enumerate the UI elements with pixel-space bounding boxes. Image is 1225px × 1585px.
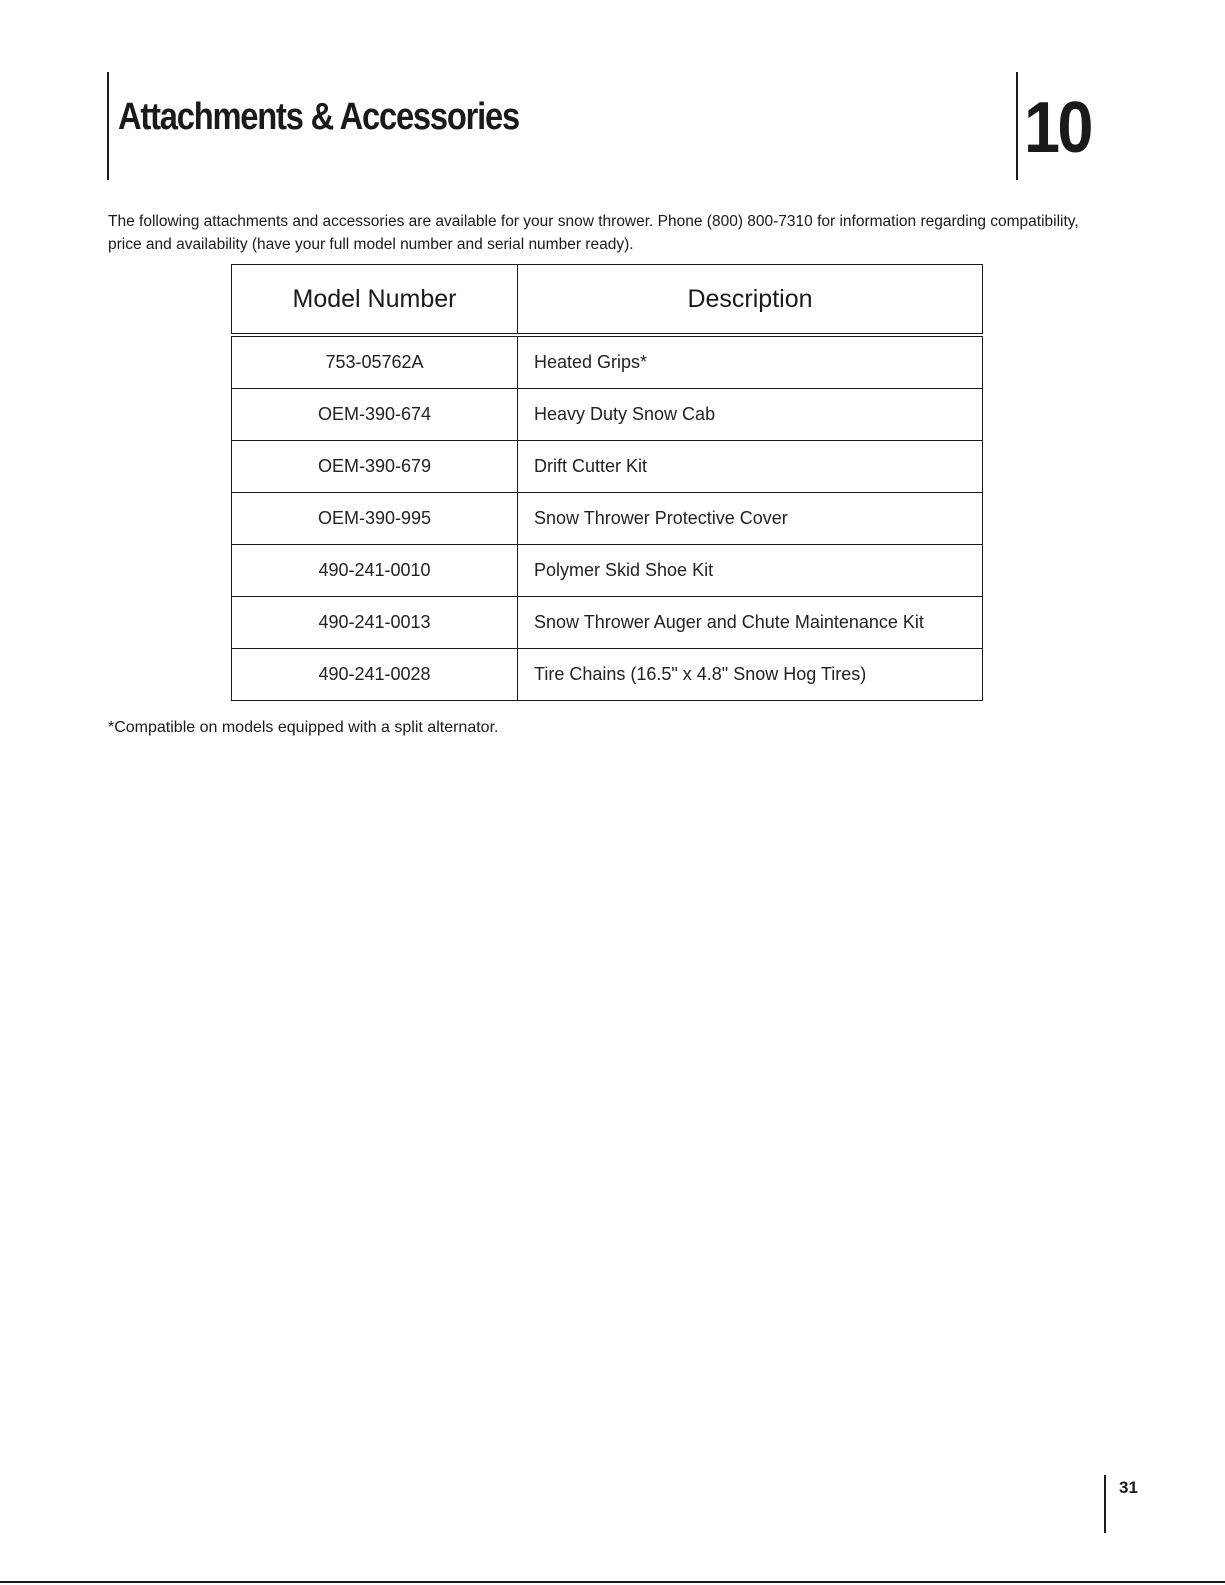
accessories-table xyxy=(231,264,983,701)
table-row xyxy=(232,441,983,493)
description-cell: Snow Thrower Protective Cover xyxy=(518,493,983,545)
description-cell: Heavy Duty Snow Cab xyxy=(518,389,983,441)
table-row xyxy=(232,545,983,597)
chapter-divider xyxy=(1016,72,1018,180)
table-row xyxy=(232,597,983,649)
model-number-cell: OEM-390-674 xyxy=(232,389,518,441)
model-number-cell: 753-05762A xyxy=(232,335,518,389)
description-cell: Polymer Skid Shoe Kit xyxy=(518,545,983,597)
model-number-cell: 490-241-0013 xyxy=(232,597,518,649)
footnote: *Compatible on models equipped with a split alternator. xyxy=(108,719,499,736)
model-number-cell: 490-241-0028 xyxy=(232,649,518,701)
chapter-number: 10 xyxy=(1024,88,1091,168)
table-row xyxy=(232,493,983,545)
table-row xyxy=(232,389,983,441)
description-cell: Tire Chains (16.5" x 4.8" Snow Hog Tires) xyxy=(518,649,983,701)
page-title: Attachments & Accessories xyxy=(118,96,519,138)
table-row xyxy=(232,335,983,389)
model-number-header: Model Number xyxy=(232,265,518,336)
title-divider xyxy=(107,72,109,180)
description-cell: Snow Thrower Auger and Chute Maintenance Kit xyxy=(518,597,983,649)
table-row xyxy=(232,649,983,701)
page-number-divider xyxy=(1104,1475,1106,1533)
page-number: 31 xyxy=(1119,1478,1138,1497)
model-number-cell: 490-241-0010 xyxy=(232,545,518,597)
description-cell: Heated Grips* xyxy=(518,335,983,389)
model-number-cell: OEM-390-679 xyxy=(232,441,518,493)
description-header: Description xyxy=(518,265,983,336)
model-number-cell: OEM-390-995 xyxy=(232,493,518,545)
intro-paragraph: The following attachments and accessories are available for your snow thrower. Phone (800) 800-7310 for information regarding compatibility, price and availability (have your full model number and serial number ready). xyxy=(108,213,1079,253)
table-header-row xyxy=(232,265,983,336)
bottom-rule xyxy=(0,1581,1225,1583)
description-cell: Drift Cutter Kit xyxy=(518,441,983,493)
